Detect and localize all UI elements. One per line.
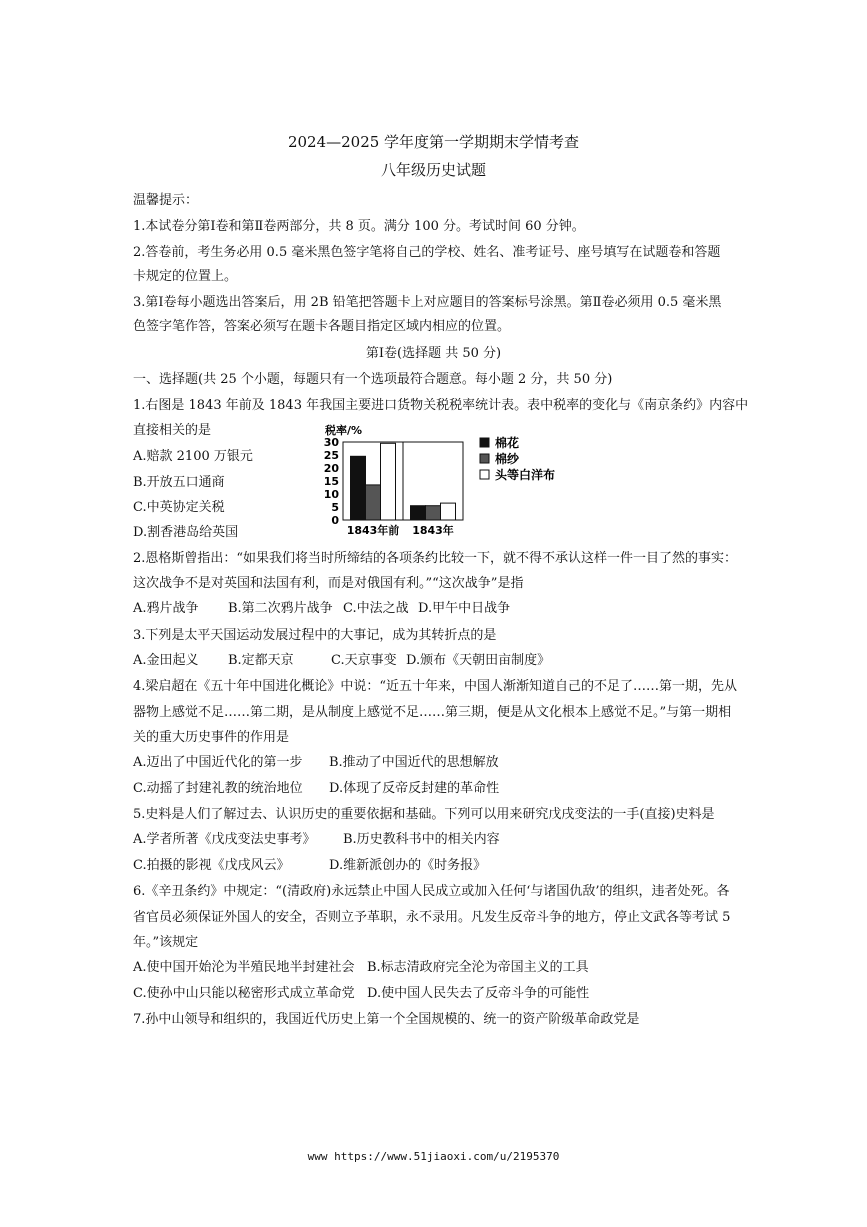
q2-option-c: C.中法之战 [343,601,409,616]
y-tick-label: 30 [323,436,339,449]
q4-option-d: D.体现了反帝反封建的革命性 [329,781,500,796]
q4-stem: 器物上感觉不足……第二期，是从制度上感觉不足……第三期，便是从文化根本上感觉不足。”与第一期相 [133,705,732,720]
legend-swatch [480,454,489,463]
bar [426,506,441,520]
q6-option-d: D.使中国人民失去了反帝斗争的可能性 [367,986,590,1001]
q5-option-d: D.维新派创办的《时务报》 [329,858,487,873]
q5-options [133,831,500,849]
bar [411,506,426,520]
bar [366,485,381,520]
q6-stem: 6.《辛丑条约》中规定：“(清政府)永远禁止中国人民成立或加入任何‘与诸国仇敌’的组织，违者处死。各 [133,884,730,899]
q1-stem: 直接相关的是 [133,423,212,438]
q2-option-d: D.甲午中日战争 [418,601,511,616]
q1-option-a: A.赔款 2100 万银元 [133,449,253,464]
legend-label: 头等白洋布 [495,468,556,482]
q3-option-d: D.颁布《天朝田亩制度》 [406,653,551,668]
bar [381,443,396,520]
q2-stem: 这次战争不是对英国和法国有利，而是对俄国有利。”“这次战争”是指 [133,576,524,591]
exam-subtitle: 八年级历史试题 [380,161,486,179]
y-tick-label: 10 [323,488,339,501]
y-tick-label: 15 [323,475,339,488]
y-tick-label: 5 [331,501,339,514]
q4-stem: 4.梁启超在《五十年中国进化概论》中说：“近五十年来，中国人渐渐知道自己的不足了……第一期，先从 [133,679,738,694]
q5-stem: 5.史料是人们了解过去、认识历史的重要依据和基础。下列可以用来研究戊戌变法的一手(直接)史料是 [133,807,715,822]
notice-item: 1.本试卷分第Ⅰ卷和第Ⅱ卷两部分，共 8 页。满分 100 分。考试时间 60 分钟。 [133,219,585,234]
q1-option-d: D.割香港岛给英国 [133,525,239,540]
q6-option-a: A.使中国开始沦为半殖民地半封建社会 [133,960,355,975]
legend-label: 棉花 [495,436,520,450]
q4-options [133,780,499,798]
q1-stem: 1.右图是 1843 年前及 1843 年我国主要进口货物关税税率统计表。表中税率的变化与《南京条约》内容中 [133,398,749,413]
x-tick-label: 1843年前 [346,524,400,537]
part1-instruction: 一、选择题(共 25 个小题，每题只有一个选项最符合题意。每小题 2 分，共 50 分) [133,372,613,387]
y-axis-label: 税率/% [325,424,363,437]
q1-option-c: C.中英协定关税 [133,500,225,515]
q2-option-a: A.鸦片战争 [133,601,199,616]
q6-option-b: B.标志清政府完全沦为帝国主义的工具 [367,960,589,975]
notice-item: 色签字笔作答，答案必须写在题卡各题目指定区域内相应的位置。 [133,319,511,334]
q4-option-b: B.推动了中国近代的思想解放 [329,755,499,770]
q6-option-c: C.使孙中山只能以秘密形式成立革命党 [133,986,355,1001]
q5-option-b: B.历史教科书中的相关内容 [343,832,500,847]
q1-option-b: B.开放五口通商 [133,475,225,490]
q6-stem: 年。”该规定 [133,935,199,950]
q3-stem: 3.下列是太平天国运动发展过程中的大事记，成为其转折点的是 [133,628,497,643]
notice-item: 2.答卷前，考生务必用 0.5 毫米黑色签字笔将自己的学校、姓名、准考证号、座号填写在试题卷和答题 [133,245,721,260]
q5-option-c: C.拍摄的影视《戊戌风云》 [133,858,290,873]
q3-options [133,652,550,670]
q3-option-b: B.定都天京 [228,653,294,668]
q4-option-c: C.动摇了封建礼教的统治地位 [133,781,303,796]
footer-url: www https://www.51jiaoxi.com/u/2195370 [307,1150,560,1163]
y-tick-label: 20 [323,462,339,475]
q3-option-c: C.天京事变 [331,653,397,668]
tariff-bar-chart [305,424,585,542]
y-tick-label: 0 [331,514,339,527]
q3-option-a: A.金田起义 [133,653,199,668]
notice-label: 温馨提示： [133,193,199,208]
bar [441,503,456,520]
legend-label: 棉纱 [495,452,520,466]
q6-stem: 省官员必须保证外国人的安全，否则立予革职，永不录用。凡发生反帝斗争的地方，停止文武各等考试 5 [133,910,731,925]
legend-swatch [480,470,489,479]
q2-stem: 2.恩格斯曾指出：“如果我们将当时所缔结的各项条约比较一下，就不得不承认这样一件一目了然的事实： [133,551,738,566]
q5-options [133,857,486,875]
q6-options [133,959,589,977]
notice-item: 卡规定的位置上。 [133,269,238,284]
q4-stem: 关的重大历史事件的作用是 [133,730,290,745]
exam-title: 2024—2025 学年度第一学期期末学情考查 [287,133,580,151]
x-tick-label: 1843年 [412,524,454,537]
q7-stem: 7.孙中山领导和组织的，我国近代历史上第一个全国规模的、统一的资产阶级革命政党是 [133,1012,640,1027]
bar [351,456,366,520]
q4-options [133,754,499,772]
q2-option-b: B.第二次鸦片战争 [228,601,333,616]
q5-option-a: A.学者所著《戊戌变法史事考》 [133,832,316,847]
notice-item: 3.第Ⅰ卷每小题选出答案后，用 2B 铅笔把答题卡上对应题目的答案标号涂黑。第Ⅱ卷必须用 0.5 毫米黑 [133,295,722,310]
q2-options [133,600,510,618]
part1-title: 第Ⅰ卷(选择题 共 50 分) [365,346,502,361]
legend-swatch [480,438,489,447]
q4-option-a: A.迈出了中国近代化的第一步 [133,755,303,770]
y-tick-label: 25 [323,449,339,462]
q6-options [133,985,589,1003]
